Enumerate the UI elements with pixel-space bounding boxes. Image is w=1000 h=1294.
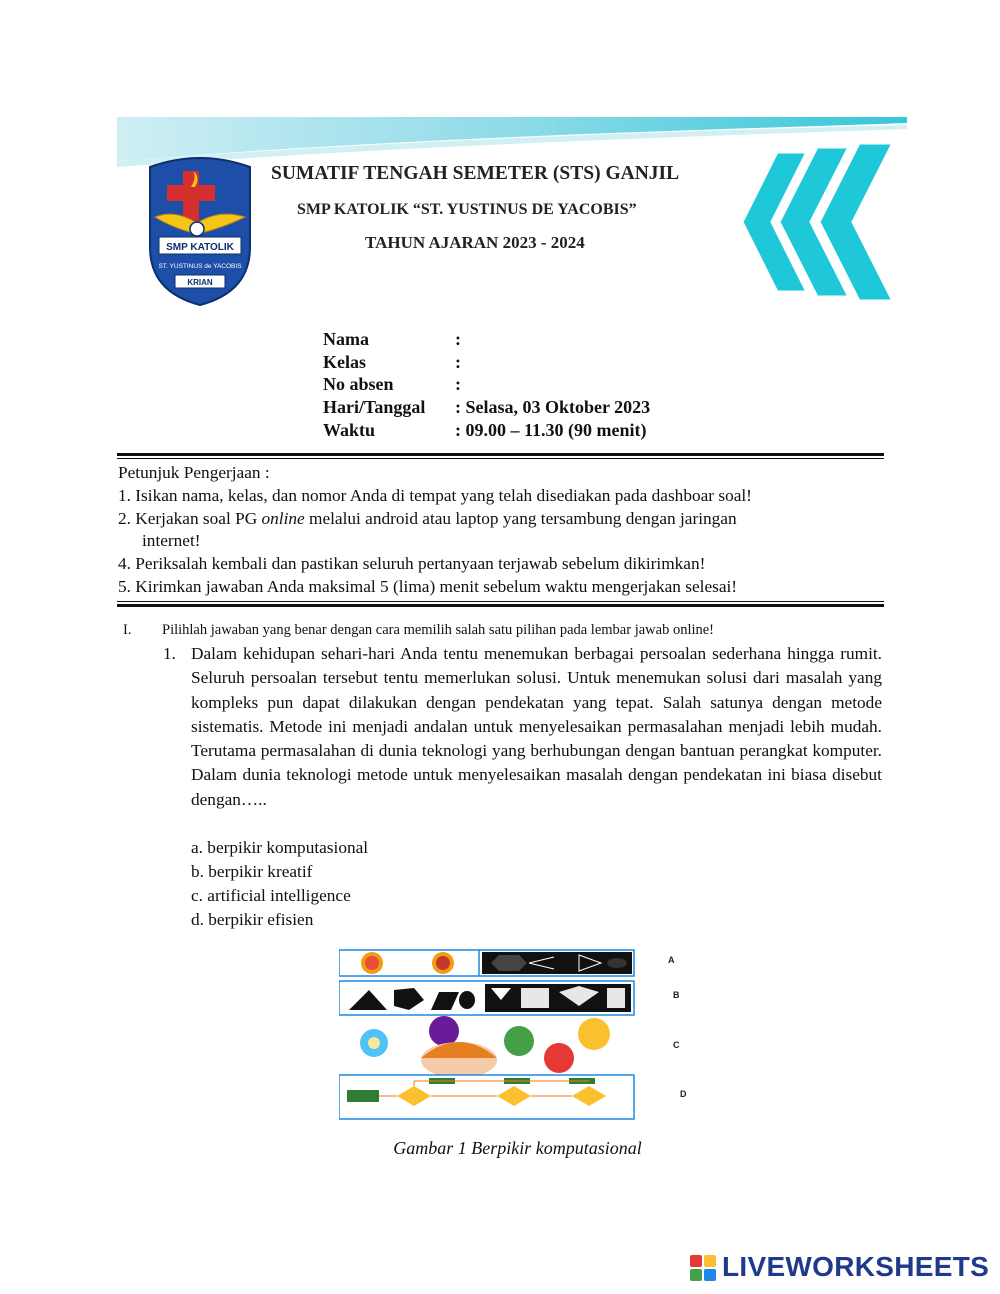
- header-banner: [117, 117, 907, 325]
- instruction-item: 4. Periksalah kembali dan pastikan seluruh pertanyaan terjawab sebelum dikirimkan!: [118, 554, 706, 573]
- answer-option-d[interactable]: d. berpikir efisien: [191, 910, 314, 929]
- figure-caption: Gambar 1 Berpikir komputasional: [393, 1138, 642, 1158]
- instructions-heading: Petunjuk Pengerjaan :: [118, 463, 270, 482]
- section-number: I.: [123, 622, 132, 638]
- answer-option-c[interactable]: c. artificial intelligence: [191, 886, 351, 905]
- divider: [117, 601, 884, 602]
- divider: [117, 604, 884, 607]
- identity-value: : 09.00 – 11.30 (90 menit): [455, 420, 647, 440]
- identity-row-date: [323, 396, 650, 418]
- identity-row-time: [323, 419, 646, 441]
- instruction-text: melalui android atau laptop yang tersambung dengan jaringan: [304, 509, 737, 528]
- identity-value: :: [455, 352, 461, 372]
- exam-title: SUMATIF TENGAH SEMETER (STS) GANJIL: [271, 163, 680, 184]
- identity-value: : Selasa, 03 Oktober 2023: [455, 397, 651, 417]
- logo-city-text: KRIAN: [187, 278, 213, 287]
- identity-label: No absen: [323, 374, 394, 394]
- instruction-emphasis: online: [261, 509, 305, 528]
- instruction-item: [118, 508, 737, 530]
- computational-thinking-figure: [339, 948, 635, 1120]
- figure-label-c: C: [673, 1040, 680, 1050]
- question-number: 1.: [163, 644, 176, 663]
- divider: [117, 458, 884, 459]
- identity-row-absen: [323, 373, 461, 395]
- identity-label: Hari/Tanggal: [323, 397, 426, 417]
- school-logo: [145, 157, 255, 307]
- chevron-decoration-icon: [737, 137, 907, 307]
- school-name: SMP KATOLIK “ST. YUSTINUS DE YACOBIS”: [297, 201, 637, 218]
- answer-option-a[interactable]: a. berpikir komputasional: [191, 838, 369, 857]
- academic-year: TAHUN AJARAN 2023 - 2024: [365, 233, 585, 252]
- identity-row-name: [323, 328, 461, 350]
- identity-label: Kelas: [323, 352, 366, 372]
- divider: [117, 453, 884, 456]
- figure-label-b: B: [673, 990, 680, 1000]
- logo-arc-text: ST. YUSTINUS de YACOBIS: [158, 263, 242, 270]
- instruction-text: 2. Kerjakan soal PG: [118, 509, 262, 528]
- figure-label-a: A: [668, 955, 675, 965]
- identity-row-class: [323, 351, 461, 373]
- question-text: Dalam kehidupan sehari-hari Anda tentu menemukan berbagai persoalan sederhana hingga rumit. Seluruh persoalan tersebut tentu memerlukan solusi. Untuk menemukan solusi dari masalah yang kompleks pun dapat dilakukan dengan pendekatan yang tepat. Salah satunya dengan metode sistematis. Metode ini menjadi andalan untuk menyelesaikan permasalahan menjadi lebih mudah. Terutama permasalahan di dunia teknologi yang berhubungan dengan bantuan perangkat komputer. Dalam dunia teknologi metode untuk menyelesaikan masalah dengan pendekatan ini biasa disebut dengan…..: [191, 644, 882, 809]
- figure-illustration: [339, 948, 635, 1120]
- answer-option-b[interactable]: b. berpikir kreatif: [191, 862, 313, 881]
- logo-banner-text: SMP KATOLIK: [166, 242, 234, 253]
- liveworksheets-logo-icon: [690, 1254, 718, 1282]
- figure-label-d: D: [680, 1089, 687, 1099]
- identity-value: :: [455, 329, 461, 349]
- section-instruction: Pilihlah jawaban yang benar dengan cara memilih salah satu pilihan pada lembar jawab online!: [162, 622, 715, 638]
- instruction-item: 1. Isikan nama, kelas, dan nomor Anda di tempat yang telah disediakan pada dashboar soal!: [118, 486, 752, 505]
- liveworksheets-brand[interactable]: LIVEWORKSHEETS: [722, 1251, 990, 1282]
- identity-label: Waktu: [323, 420, 376, 440]
- identity-label: Nama: [323, 329, 369, 349]
- instruction-item: 5. Kirimkan jawaban Anda maksimal 5 (lima) menit sebelum waktu mengerjakan selesai!: [118, 577, 738, 596]
- identity-value: :: [455, 374, 461, 394]
- instruction-item-continuation: internet!: [142, 531, 201, 550]
